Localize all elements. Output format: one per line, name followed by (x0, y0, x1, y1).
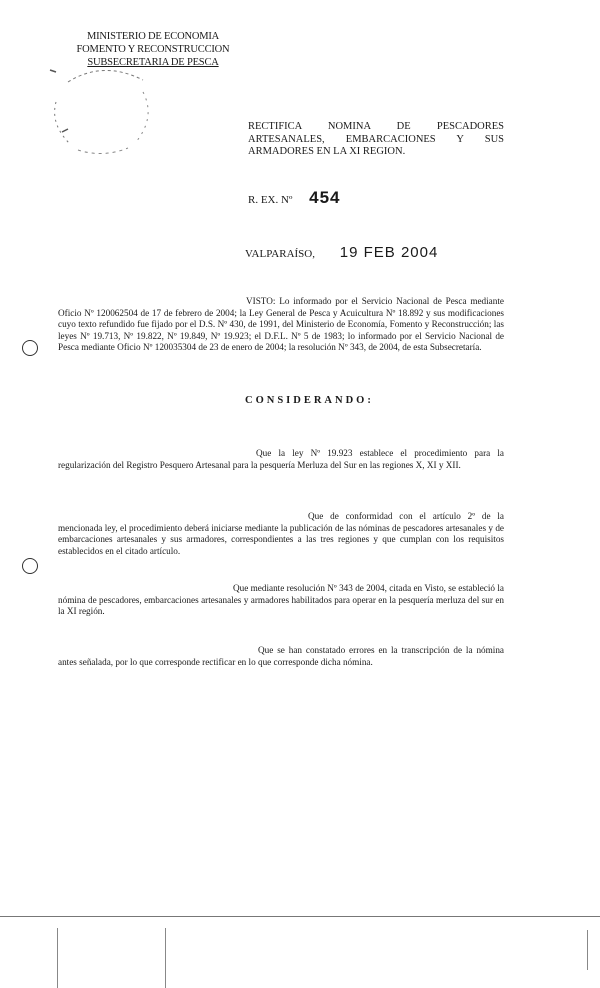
resolution-number-line (248, 188, 340, 208)
considerando-item-2: Que de conformidad con el artículo 2º de la mencionada ley, el procedimiento deberá iniciarse mediante la publicación de las nóminas de pescadores artesanales y de embarcaciones artesanales y sus armadores, correspondientes a las tres regiones y que cumplan con los requisitos establecidos en el citado artículo. (58, 511, 504, 556)
binder-hole-bottom (22, 558, 38, 574)
visto-paragraph: VISTO: Lo informado por el Servicio Nacional de Pesca mediante Oficio Nº 120062504 de 17 de febrero de 2004; la Ley General de Pesca y Acuicultura Nº 18.892 y sus modificaciones cuyo texto refundido fue fijado por el D.S. Nº 430, de 1991, del Ministerio de Economía, Fomento y Reconstrucción; las leyes Nº 19.713, Nº 19.822, Nº 19.849, Nº 19.923; el D.F.L. Nº 5 de 1983; lo informado por el Servicio Nacional de Pesca mediante Oficio Nº 120035304 de 23 de enero de 2004; la resolución Nº 343, de 2004, de esta Subsecretaría. (58, 296, 504, 353)
considerando-item-1: Que la ley Nº 19.923 establece el procedimiento para la regularización del Registro Pesquero Artesanal para la pesquería Merluza del Sur en las regiones X, XI y XII. (58, 448, 504, 470)
binder-hole-top (22, 340, 38, 356)
official-seal-icon (48, 62, 158, 154)
page-edge-line (0, 916, 600, 917)
ministry-subtitle: FOMENTO Y RECONSTRUCCION (76, 44, 230, 55)
considerando-item-4: Que se han constatado errores en la transcripción de la nómina antes señalada, por lo que corresponde rectificar en lo que corresponde dicha nómina. (58, 645, 504, 667)
subsecretariat-name: SUBSECRETARIA DE PESCA (87, 57, 219, 68)
resolution-label: R. EX. Nº (248, 194, 293, 206)
date-line (245, 244, 438, 261)
resolution-subject: RECTIFICA NOMINA DE PESCADORES ARTESANALES, EMBARCACIONES Y SUS ARMADORES EN LA XI REGION. (248, 121, 504, 157)
page-edge-mark-left (57, 928, 58, 988)
date-stamp: 19 FEB 2004 (339, 244, 439, 261)
ministry-name: MINISTERIO DE ECONOMIA (86, 31, 220, 42)
resolution-number: 454 (309, 188, 341, 207)
place-label: VALPARAÍSO, (245, 248, 315, 260)
considerando-item-3: Que mediante resolución Nº 343 de 2004, citada en Visto, se estableció la nómina de pescadores, embarcaciones artesanales y armadores habilitados para operar en la pesquería merluza del sur en la XI región. (58, 583, 504, 617)
page-edge-mark-mid (165, 928, 166, 988)
considerando-heading: CONSIDERANDO: (245, 395, 374, 406)
page-edge-mark-right (587, 930, 588, 970)
